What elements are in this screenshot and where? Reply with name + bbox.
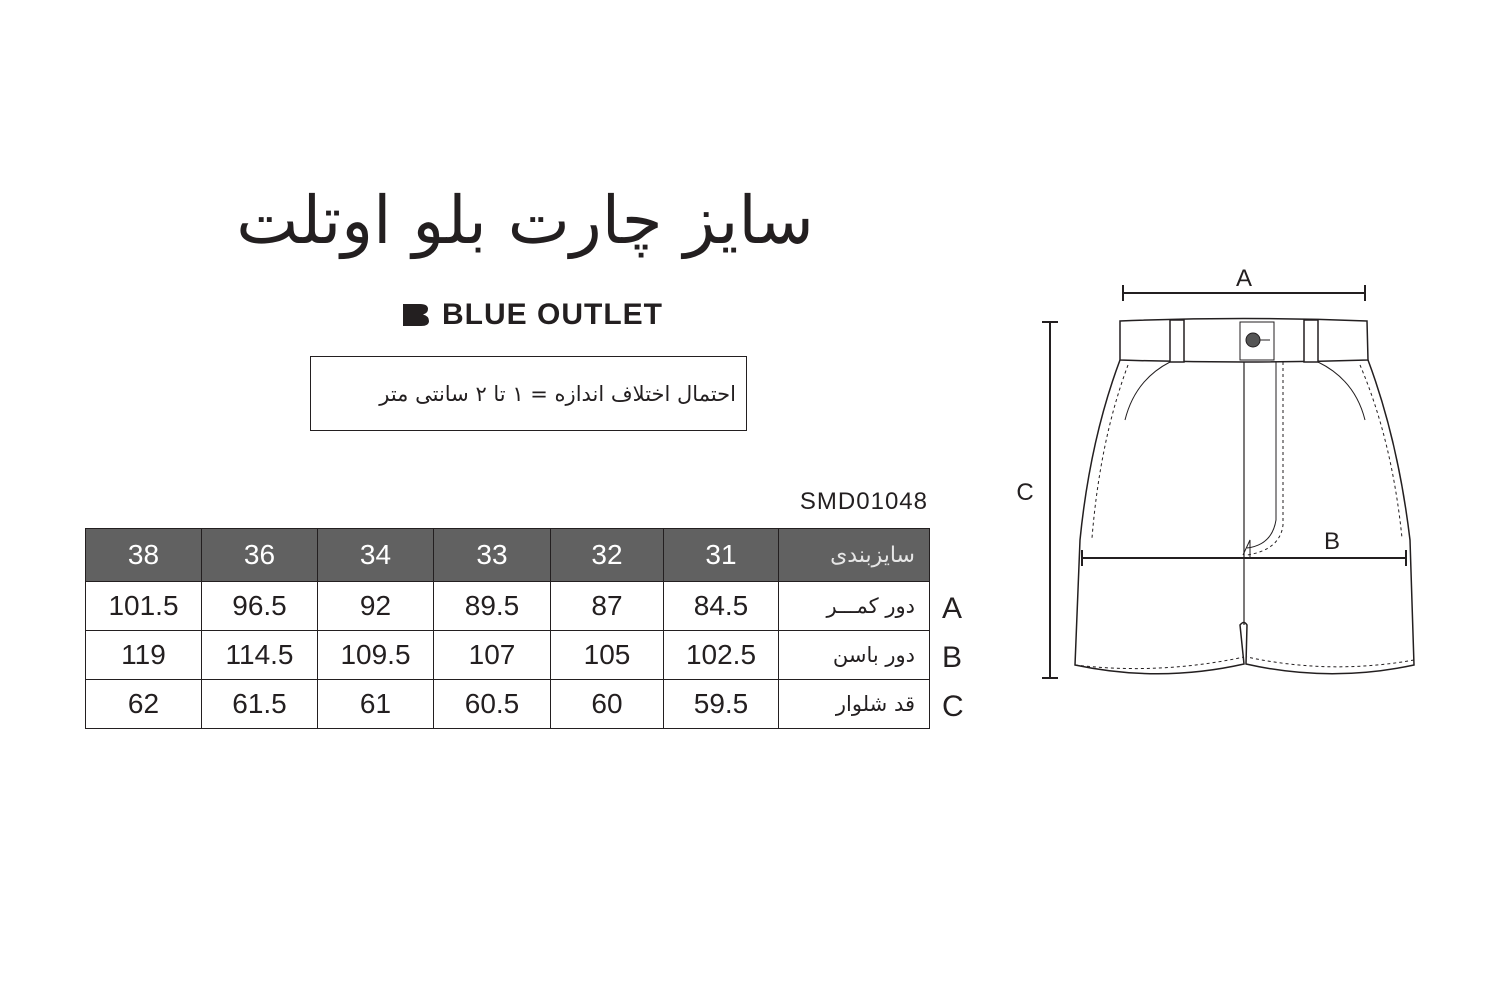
table-cell: 89.5 (434, 582, 551, 631)
size-header: 34 (318, 529, 434, 582)
table-cell: 59.5 (664, 680, 779, 729)
size-header: 36 (202, 529, 318, 582)
table-cell: 101.5 (86, 582, 202, 631)
table-cell: 61 (318, 680, 434, 729)
table-cell: 60.5 (434, 680, 551, 729)
size-label-header: سایزبندی (779, 529, 930, 582)
table-row (86, 680, 930, 729)
table-cell: 109.5 (318, 631, 434, 680)
table-cell: 114.5 (202, 631, 318, 680)
row-letter-a: A (942, 592, 963, 625)
page-title: سایز چارت بلو اوتلت (236, 182, 814, 259)
brand-name: BLUE OUTLET (442, 298, 663, 331)
table-cell: 96.5 (202, 582, 318, 631)
table-cell: 102.5 (664, 631, 779, 680)
row-label: قد شلوار (779, 680, 930, 729)
row-letter-b: B (942, 641, 963, 674)
tolerance-note-text: احتمال اختلاف اندازه = ۱ تا ۲ سانتی متر (379, 381, 736, 406)
table-cell: 92 (318, 582, 434, 631)
dim-label-c: C (1016, 479, 1034, 506)
tolerance-note (310, 356, 747, 431)
table-cell: 84.5 (664, 582, 779, 631)
length-dimension (1016, 322, 1058, 678)
size-header: 32 (551, 529, 664, 582)
table-cell: 62 (86, 680, 202, 729)
table-cell: 105 (551, 631, 664, 680)
shorts-diagram (1000, 250, 1430, 690)
shorts-drawing (1075, 319, 1414, 674)
table-row (86, 631, 930, 680)
table-cell: 119 (86, 631, 202, 680)
size-header: 38 (86, 529, 202, 582)
size-header: 31 (664, 529, 779, 582)
waist-dimension (1123, 265, 1365, 301)
product-code: SMD01048 (799, 488, 928, 515)
dim-label-a: A (1235, 265, 1253, 292)
table-header-row (86, 529, 930, 582)
table-cell: 61.5 (202, 680, 318, 729)
row-letter-c: C (942, 690, 964, 723)
row-label: دور کمـــر (779, 582, 930, 631)
table-row (86, 582, 930, 631)
b-logo-icon (402, 303, 430, 327)
table-cell: 107 (434, 631, 551, 680)
table-cell: 60 (551, 680, 664, 729)
dim-label-b: B (1323, 528, 1341, 555)
size-table (85, 528, 930, 729)
size-header: 33 (434, 529, 551, 582)
brand (402, 298, 663, 332)
table-cell: 87 (551, 582, 664, 631)
row-label: دور باسن (779, 631, 930, 680)
